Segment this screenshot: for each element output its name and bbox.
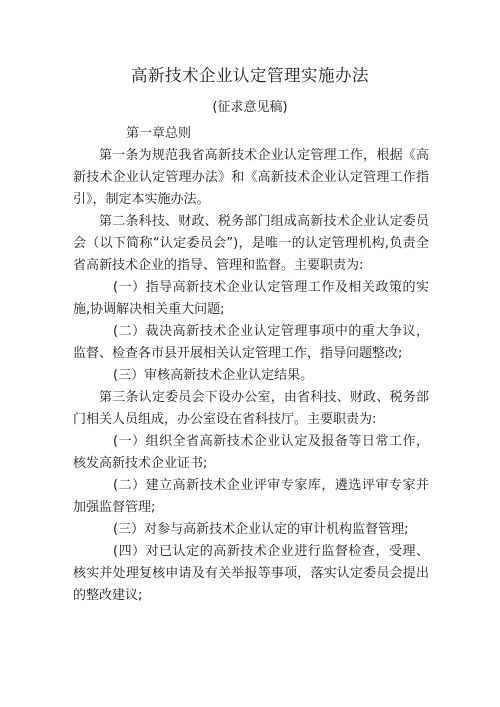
list-item: (一）组织全省高新技术企业认定及报备等日常工作，核发高新技术企业证书; bbox=[73, 434, 429, 471]
article-paragraph: 第三条认定委员会下设办公室，由省科技、财政、税务部门相关人员组成，办公室设在省科技厅。主要职责为: bbox=[73, 390, 429, 427]
article-paragraph: 第二条科技、财政、税务部门组成高新技术企业认定委员会（以下简称“认定委员会”)，是唯一的认定管理机构,负责全省高新技术企业的指导、管理和监督。主要职责为: bbox=[73, 214, 429, 273]
list-item: (三）审核高新技术企业认定结果。 bbox=[113, 368, 314, 383]
chapter-heading: 第一章总则 bbox=[126, 126, 192, 141]
document-subtitle: (征求意见稿) bbox=[212, 100, 288, 115]
list-item: (三）对参与高新技术企业认定的审计机构监督管理; bbox=[113, 522, 409, 537]
document-body bbox=[73, 123, 429, 607]
list-item: (一）指导高新技术企业认定管理工作及相关政策的实施,协调解决相关重大问题; bbox=[73, 280, 429, 317]
list-item: (四）对已认定的高新技术企业进行监督检查，受理、核实并处理复核申请及有关举报等事项，落实认定委员会提出的整改建议; bbox=[73, 544, 429, 603]
list-item: (二）建立高新技术企业评审专家库，遴选评审专家并加强监督管理; bbox=[73, 478, 429, 515]
article-paragraph: 第一条为规范我省高新技术企业认定管理工作，根据《高新技术企业认定管理办法》和《高新技术企业认定管理工作指引》，制定本实施办法。 bbox=[73, 148, 429, 207]
list-item: (二）裁决高新技术企业认定管理事项中的重大争议，监督、检查各市县开展相关认定管理工作，指导问题整改; bbox=[73, 324, 429, 361]
document-title: 高新技术企业认定管理实施办法 bbox=[131, 66, 369, 85]
